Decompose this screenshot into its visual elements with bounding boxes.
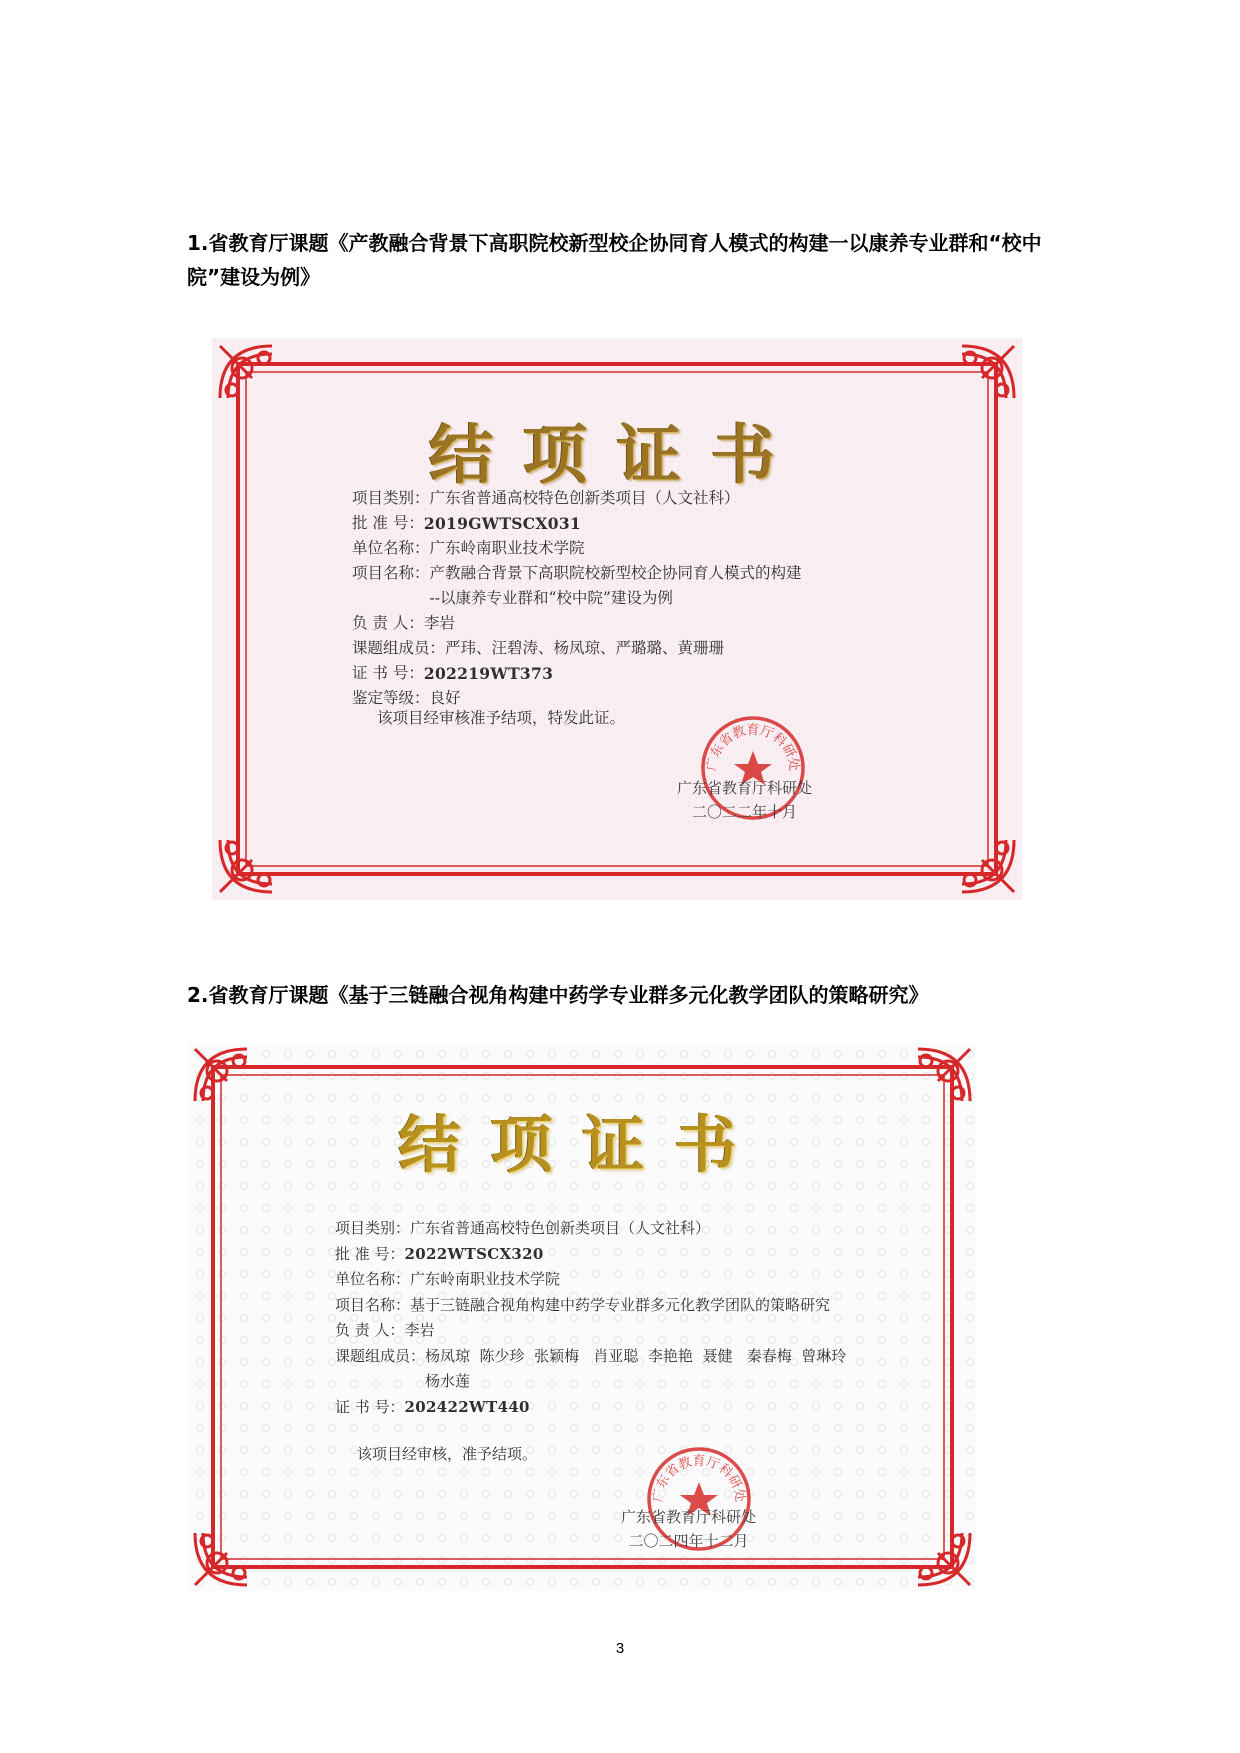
approval-statement: 该项目经审核准予结项，特发此证。 xyxy=(377,709,626,727)
certificate-image-1 xyxy=(212,338,1022,900)
field-category: 项目类别： 广东省普通高校特色创新类项目（人文社科） xyxy=(352,489,740,507)
issuer-block xyxy=(677,776,812,824)
field-leader: 负 责 人： 李岩 xyxy=(335,1321,435,1339)
field-institution: 单位名称： 广东岭南职业技术学院 xyxy=(335,1270,561,1288)
certificate-image-2 xyxy=(189,1043,976,1591)
field-institution: 单位名称： 广东岭南职业技术学院 xyxy=(352,539,585,557)
field-project-name: 项目名称： 基于三链融合视角构建中药学专业群多元化教学团队的策略研究 xyxy=(335,1295,831,1314)
field-cert-no: 证 书 号： 202219WT373 xyxy=(352,664,554,683)
field-cert-no: 证 书 号： 202422WT440 xyxy=(335,1397,530,1416)
page-number: 3 xyxy=(615,1640,625,1657)
seal-text: 广东省教育厅科研处 xyxy=(704,723,802,773)
field-category: 项目类别： 广东省普通高校特色创新类项目（人文社科） xyxy=(335,1219,711,1237)
approval-statement: 该项目经审核，准予结项。 xyxy=(357,1445,538,1463)
certificate-title: 结项证书 xyxy=(398,1108,767,1181)
issuer-block xyxy=(621,1505,756,1553)
field-project-name: 项目名称： 产教融合背景下高职院校新型校企协同育人模式的构建 xyxy=(352,564,802,582)
field-leader: 负 责 人： 李岩 xyxy=(352,614,455,632)
section-heading-2: 2.省教育厅课题《基于三链融合视角构建中药学专业群多元化教学团队的策略研究》 xyxy=(187,983,929,1007)
certificate-title: 结项证书 xyxy=(429,418,805,493)
field-members: 课题组成员： 严玮、汪碧涛、杨凤琼、严璐璐、黄珊珊 xyxy=(352,639,725,657)
field-project-name-line2: --以康养专业群和“校中院”建设为例 xyxy=(429,589,673,607)
field-grade: 鉴定等级： 良好 xyxy=(352,689,461,707)
field-approval-no: 批 准 号： 2022WTSCX320 xyxy=(335,1244,544,1263)
field-members-line2: 杨水莲 xyxy=(425,1372,471,1390)
field-members: 课题组成员： 杨凤琼 陈少珍 张颖梅 肖亚聪 李艳艳 聂健 秦春梅 曾琳玲 xyxy=(335,1346,847,1365)
seal-text: 广东省教育厅科研处 xyxy=(650,1454,748,1504)
issuer-name: 广东省教育厅科研处 xyxy=(621,1508,757,1526)
section-heading-1: 1.省教育厅课题《产教融合背景下高职院校新型校企协同育人模式的构建一以康养专业群和“校中院”建设为例》 xyxy=(187,231,1042,289)
issuer-name: 广东省教育厅科研处 xyxy=(677,779,813,797)
certificate-fields xyxy=(352,486,802,711)
issue-date: 二〇二二年十月 xyxy=(692,803,798,821)
certificate-fields xyxy=(335,1216,846,1420)
issue-date: 二〇二四年十二月 xyxy=(628,1532,749,1550)
field-approval-no: 批 准 号： 2019GWTSCX031 xyxy=(352,514,581,533)
